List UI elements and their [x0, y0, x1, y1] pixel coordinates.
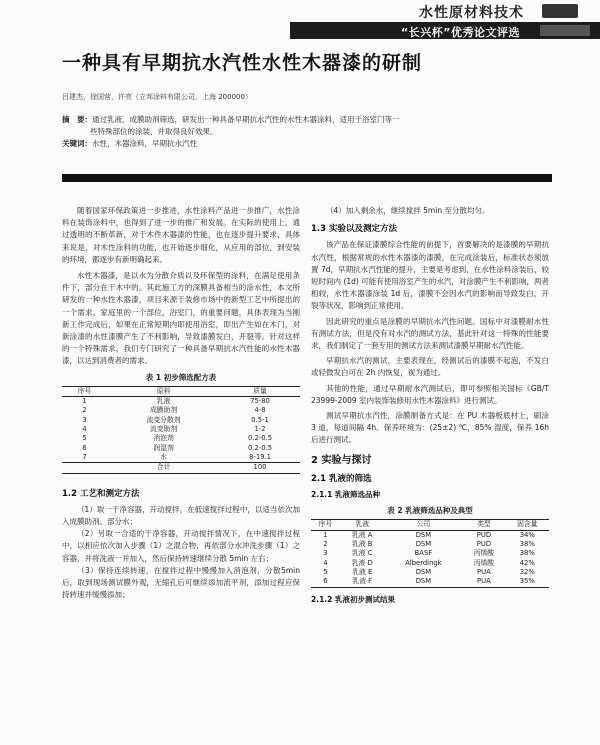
right-column — [311, 205, 549, 609]
table-cell: PUA — [477, 577, 491, 586]
table-cell: 4 — [82, 425, 87, 434]
table-cell: 乳液 F — [352, 577, 373, 586]
process-step-4: （4）加入剩余水，继续搅拌 5min 至分散均匀。 — [326, 206, 490, 215]
table-cell: 1-2 — [254, 425, 266, 434]
table1-header: 序号 — [77, 386, 92, 395]
table-cell: 8-19.1 — [249, 452, 271, 461]
table-cell: 乳液 A — [352, 530, 373, 539]
table-cell: 流变助剂 — [149, 425, 178, 434]
intro-paragraph-1: 随着国家环保政策进一步推进，水性涂料产品进一步推广，水性涂料在装饰涂料中，也得到了进一步的推广和发展。在实际的使用上，通过透明的不断革新，对于木件木器漆的性能，也在逐步提升要求，具体来说是，对木性涂料的功能，也开始逐步细化，从应用的部位，到安装的环境，都逐步有新明确起来。 — [62, 206, 300, 264]
table-cell: 38% — [519, 549, 535, 558]
abstract-block — [62, 114, 552, 150]
table-total-label: 合计 — [107, 463, 220, 473]
table-row — [311, 577, 549, 587]
section-heading-1-3: 1.3 实验以及测定方法 — [311, 224, 398, 235]
table-cell: 3 — [323, 549, 328, 558]
abstract-text: 通过乳液、成膜助剂筛选，研发出一种具备早期抗水汽性的水性木器涂料，适用于浴室门等一 — [92, 115, 400, 124]
table-row — [62, 444, 300, 453]
header-logo — [542, 4, 578, 18]
table-row — [311, 549, 549, 558]
table-cell: 乳液 C — [352, 549, 373, 558]
table-cell: 乳液 D — [351, 558, 373, 567]
table-cell: 6 — [323, 577, 328, 586]
keywords-text: 水性，木器涂料，早期抗水汽性 — [92, 139, 197, 148]
header-logo-secondary — [540, 25, 590, 36]
table1-caption: 表 1 初步筛选配方表 — [145, 372, 217, 382]
table-cell: PUD — [476, 530, 492, 539]
keywords-label: 关键词： — [62, 139, 92, 148]
table-cell: 乳液 — [156, 397, 171, 406]
table-cell: 5 — [323, 567, 328, 576]
method-paragraph-5: 测试早期抗水汽性，涂膜制备方式是：在 PU 木器板底材上，刷涂 3 道，每道间隔 4h。保养环境为：(25±2) ℃，85% 湿度，保养 16h 后进行测试。 — [311, 411, 549, 445]
table-cell: 2 — [323, 540, 328, 549]
table-cell: 乳液 E — [352, 567, 373, 576]
table-row — [62, 425, 300, 434]
table-cell: PUA — [477, 567, 491, 576]
table-cell: 42% — [519, 558, 535, 567]
table-cell: 0.2-0.5 — [247, 443, 273, 452]
left-column — [62, 205, 300, 601]
table-cell: DSM — [415, 577, 432, 586]
table1-header: 质量 — [253, 386, 267, 395]
table-cell: 1 — [82, 397, 87, 406]
section-heading-2-1-2: 2.1.2 乳液初步测试结果 — [311, 594, 395, 604]
table-row — [62, 406, 300, 415]
table-cell: 34% — [519, 530, 535, 539]
table2-header: 固含量 — [517, 520, 538, 529]
table-cell: 38% — [519, 540, 535, 549]
method-paragraph-1: 该产品在保证漆膜综合性能的前提下，首要解决的是漆膜的早期抗水汽性，根据常规的水性木器漆的漆膜，在完成涂装后，标准状态须放置 7d，早期抗水汽性能的提升，主要是考虑到，在水性涂料涂装后，较短时间内 (1d) 可能有使用浴室产生的水汽，对涂膜产生不利影响，两者相较，水性木器漆涂装 1d 后，漆膜不会因水汽的影响而导致发白，开裂等状况，影响到正常使用。 — [311, 240, 549, 311]
header-section-title: 水性原材料技术 — [419, 5, 524, 21]
table-cell: BASF — [414, 549, 433, 558]
table-cell: 2 — [82, 406, 87, 415]
process-step-3: （3）保持连续转速，在搅拌过程中慢慢加入消泡剂，分散5min后，取到现场测试膜外观，无缩孔后可继续添加流平剂，添加过程应保持转速并缓慢添加； — [62, 565, 300, 600]
table-cell: DSM — [415, 530, 432, 539]
method-paragraph-2: 因此研究的重点是涂膜的早期抗水汽性问题。国标中对漆膜耐水性有测试方法，但是没有对水汽的测试方法，基此针对这一特殊的性能要求，我们制定了一套专用的测试方法来测试漆膜早期耐水汽性能。 — [311, 316, 549, 351]
table-row — [311, 530, 549, 540]
table-row — [62, 453, 300, 463]
abstract-text-continued: 些特殊部位的涂装，并取得良好效果。 — [90, 127, 218, 136]
intro-paragraph-2: 水性木器漆，是以水为分散介质以及环保型的涂料，在满足使用条件下，部分在干木中的。其此施工方的深膜具备相当的涂水性，本文所研发的一种水性木器漆，项目来源于装修市场中的新型工艺中所提出的一个需求，家庭里的一个部位，浴室门，的重要问题，具体表现为当刚新工作完成后，如果在正常短期内即使用浴室，即出产生如在木门，对新涂漆的水性漆膜产生了不利影响，导致漆膜发白，开裂等。针对这样的一个特殊需求，我们专门研究了一种具备早期抗水汽性能的水性木器漆，以达到消费者的需求。 — [62, 271, 300, 366]
table-cell: 水 — [160, 452, 167, 461]
table-cell: 4 — [323, 558, 328, 567]
table-cell: 7 — [82, 452, 87, 461]
section-divider — [62, 174, 552, 182]
table-cell: 4-8 — [254, 406, 266, 415]
section-heading-1-2: 1.2 工艺和测定方法 — [62, 488, 140, 499]
table2-header: 公司 — [416, 520, 431, 529]
table-cell: 乳液 B — [352, 540, 373, 549]
table2-caption: 表 2 乳液筛选品种及典型 — [387, 506, 473, 516]
table-cell: 3 — [82, 415, 87, 424]
table-cell: 5 — [82, 434, 87, 443]
process-step-1: （1）取一干净容器，开动搅拌，在低速搅拌过程中，以适当依次加入成膜助剂、部分水； — [62, 504, 300, 526]
formula-table — [62, 386, 300, 474]
table-cell: 0.5-1 — [251, 415, 269, 424]
table-cell: 丙烯酸 — [473, 558, 495, 567]
table-cell: 成膜助剂 — [149, 406, 178, 415]
section-heading-2-1-1: 2.1.1 乳液筛选品种 — [311, 490, 380, 500]
header-subtitle: “长兴杯”优秀论文评选 — [401, 26, 520, 39]
table2-header: 乳液 — [355, 520, 370, 529]
table-cell: 32% — [519, 567, 535, 576]
section-heading-2-1: 2.1 乳液的筛选 — [311, 473, 372, 484]
table1-header: 原料 — [156, 386, 171, 395]
table-row — [62, 397, 300, 407]
table-cell: 75-80 — [250, 397, 270, 406]
table-total-value: 100 — [220, 463, 300, 473]
table-cell: 35% — [519, 577, 535, 586]
article-title: 一种具有早期抗水汽性水性木器漆的研制 — [62, 52, 423, 74]
table-cell: DSM — [415, 540, 432, 549]
table2-header: 序号 — [318, 520, 333, 529]
table-cell: 润湿剂 — [153, 443, 174, 452]
table-row — [62, 434, 300, 443]
table2-header: 类型 — [477, 520, 491, 529]
table-cell: Alberdingk — [405, 558, 442, 567]
table-cell: 1 — [323, 530, 328, 539]
method-paragraph-3: 早期抗水汽的测试，主要表现在，经测试后的漆膜不起泡，不发白或轻微发白可在 2h 内恢复，视为通过。 — [311, 356, 549, 378]
emulsion-table — [311, 519, 549, 587]
table-row — [311, 559, 549, 568]
table-cell: 丙烯酸 — [473, 549, 495, 558]
table-row — [311, 568, 549, 577]
process-step-2: （2）另取一合适的干净容器，开动搅拌情况下，在中速搅拌过程中，以相应依次加入步骤（1）之混合物，再依部分水冲洗步骤（1）之容器，并将洗液一并加入，然后保持转速继续分散 5min 左右； — [62, 529, 300, 563]
table-cell: DSM — [415, 567, 432, 576]
table-cell: PUD — [476, 540, 492, 549]
table-cell: 消泡剂 — [153, 434, 174, 443]
table-row — [311, 540, 549, 549]
table-cell: 流变分散剂 — [146, 415, 181, 424]
section-heading-2: 2 实验与探讨 — [311, 454, 372, 466]
table-row — [62, 416, 300, 425]
abstract-label: 摘 要： — [62, 115, 92, 124]
method-paragraph-4: 其他的性能，通过早期耐水汽测试后，即可参照相关国标《GB/T 23999-2009 室内装饰装修用水性木器涂料》进行测试。 — [311, 383, 549, 405]
table-total-row — [62, 463, 300, 473]
table-cell: 6 — [82, 443, 87, 452]
table-cell: 0.2-0.5 — [247, 434, 273, 443]
article-authors: 吕建杰，徐国营，许亮（立邦涂料有限公司，上海 200000） — [62, 93, 252, 101]
